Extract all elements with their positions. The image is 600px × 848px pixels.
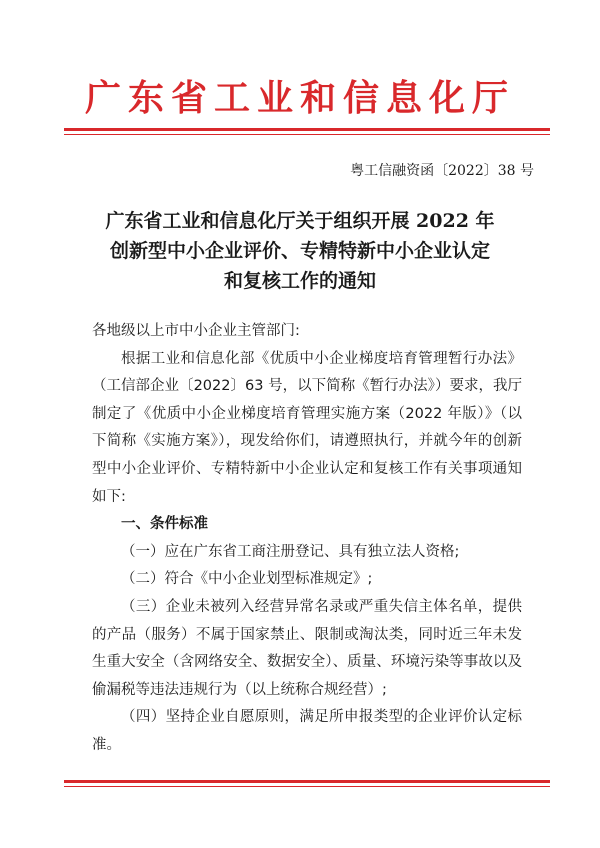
footer-rule-thick: [64, 780, 550, 783]
title-line-3: 和复核工作的通知: [223, 270, 376, 292]
salutation: 各地级以上市中小企业主管部门:: [92, 323, 300, 339]
doc-number: 粤工信融资函〔2022〕38 号: [350, 163, 534, 179]
title-line-2: 创新型中小企业评价、专精特新中小企业认定: [109, 240, 490, 262]
intro-paragraph: 根据工业和信息化部《优质中小企业梯度培育管理暂行办法》（工信部企业〔2022〕63 号，以下简称《暂行办法》）要求，我厅制定了《优质中小企业梯度培育管理实施方案（2022 年版）》（以下简称《实施方案》），现发给你们，请遵照执行，并就今年的创新型中小企业评价、专精特新中小企业认定和复核工作有关事项通知如下:: [92, 350, 522, 505]
letterhead-rule-thick: [64, 128, 550, 131]
letterhead-org-name: 广东省工业和信息化厅: [84, 77, 515, 119]
footer-rule-thin: [64, 786, 550, 787]
condition-item-2: （二）符合《中小企业划型标准规定》;: [121, 571, 373, 588]
document-body: [92, 318, 522, 760]
section-heading-conditions: 一、条件标准: [121, 516, 208, 533]
title-line-1: 广东省工业和信息化厅关于组织开展 2022 年: [105, 210, 495, 232]
condition-item-1: （一）应在广东省工商注册登记、具有独立法人资格;: [121, 543, 460, 560]
letterhead-rule-thin: [64, 134, 550, 135]
condition-item-3: （三）企业未被列入经营异常名录或严重失信主体名单，提供的产品（服务）不属于国家禁止、限制或淘汰类，同时近三年未发生重大安全（含网络安全、数据安全）、质量、环境污染等事故以及偷漏税等违法违规行为（以上统称合规经营）;: [92, 598, 522, 698]
condition-item-4: （四）坚持企业自愿原则，满足所申报类型的企业评价认定标准。: [92, 709, 522, 753]
document-title: [60, 206, 540, 296]
